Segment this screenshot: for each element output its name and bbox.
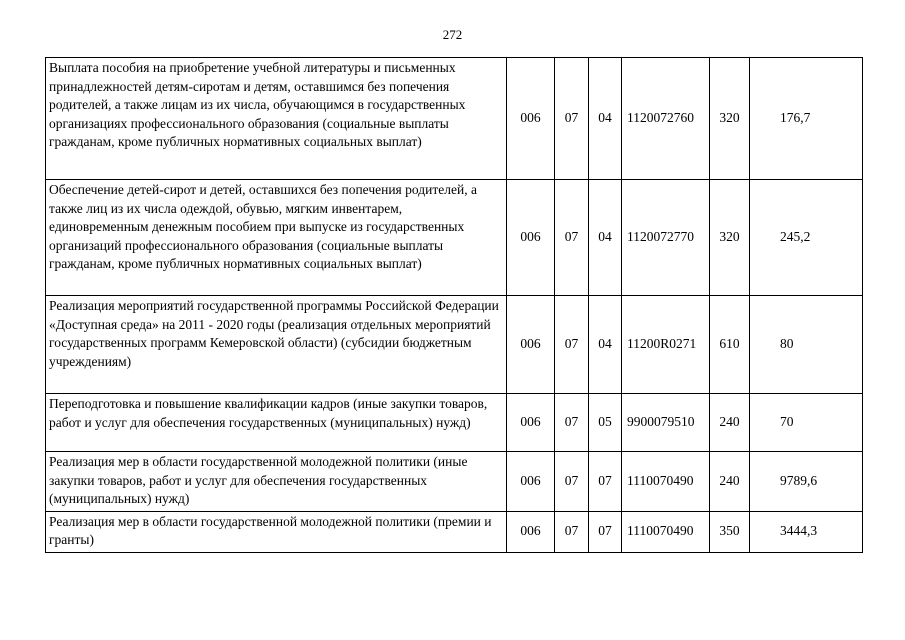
amount: 245,2	[750, 180, 863, 296]
row-description: Реализация мероприятий государственной программы Российской Федерации «Доступная среда» на 2011 - 2020 годы (реализация отдельных мероприятий государственных программ Кемеровской области) (субсидии бюджетным учреждениям)	[46, 296, 507, 394]
ministry-code: 006	[507, 296, 555, 394]
section-code: 07	[555, 58, 589, 180]
table-row	[46, 296, 863, 394]
ministry-code: 006	[507, 394, 555, 452]
target-article-code: 11200R0271	[622, 296, 710, 394]
ministry-code: 006	[507, 511, 555, 552]
ministry-code: 006	[507, 452, 555, 512]
row-description: Обеспечение детей-сирот и детей, оставшихся без попечения родителей, а также лиц из их числа одеждой, обувью, мягким инвентарем, единовременным денежным пособием при выпуске из государственных организаций профессионального образования (социальные выплаты гражданам, кроме публичных нормативных социальных выплат)	[46, 180, 507, 296]
amount: 176,7	[750, 58, 863, 180]
ministry-code: 006	[507, 180, 555, 296]
subsection-code: 07	[589, 452, 622, 512]
row-description: Реализация мер в области государственной молодежной политики (премии и гранты)	[46, 511, 507, 552]
row-description: Реализация мер в области государственной молодежной политики (иные закупки товаров, работ и услуг для обеспечения государственных (муниципальных) нужд)	[46, 452, 507, 512]
target-article-code: 1120072760	[622, 58, 710, 180]
table-row	[46, 511, 863, 552]
amount: 80	[750, 296, 863, 394]
section-code: 07	[555, 394, 589, 452]
target-article-code: 9900079510	[622, 394, 710, 452]
expense-type-code: 320	[710, 58, 750, 180]
ministry-code: 006	[507, 58, 555, 180]
target-article-code: 1120072770	[622, 180, 710, 296]
table-row	[46, 452, 863, 512]
subsection-code: 05	[589, 394, 622, 452]
target-article-code: 1110070490	[622, 452, 710, 512]
section-code: 07	[555, 296, 589, 394]
section-code: 07	[555, 452, 589, 512]
expense-type-code: 240	[710, 452, 750, 512]
budget-table	[45, 57, 863, 553]
table-row	[46, 180, 863, 296]
table-row	[46, 58, 863, 180]
target-article-code: 1110070490	[622, 511, 710, 552]
amount: 70	[750, 394, 863, 452]
amount: 3444,3	[750, 511, 863, 552]
expense-type-code: 320	[710, 180, 750, 296]
row-description: Переподготовка и повышение квалификации кадров (иные закупки товаров, работ и услуг для обеспечения государственных (муниципальных) нужд)	[46, 394, 507, 452]
subsection-code: 04	[589, 296, 622, 394]
section-code: 07	[555, 511, 589, 552]
amount: 9789,6	[750, 452, 863, 512]
table-row	[46, 394, 863, 452]
subsection-code: 04	[589, 180, 622, 296]
expense-type-code: 610	[710, 296, 750, 394]
page-number: 272	[442, 27, 463, 42]
expense-type-code: 240	[710, 394, 750, 452]
row-description: Выплата пособия на приобретение учебной литературы и письменных принадлежностей детям-сиротам и детям, оставшимся без попечения родителей, а также лицам из их числа, обучающимся в государственных организациях профессионального образования (социальные выплаты гражданам, кроме публичных нормативных социальных выплат)	[46, 58, 507, 180]
expense-type-code: 350	[710, 511, 750, 552]
subsection-code: 07	[589, 511, 622, 552]
subsection-code: 04	[589, 58, 622, 180]
section-code: 07	[555, 180, 589, 296]
